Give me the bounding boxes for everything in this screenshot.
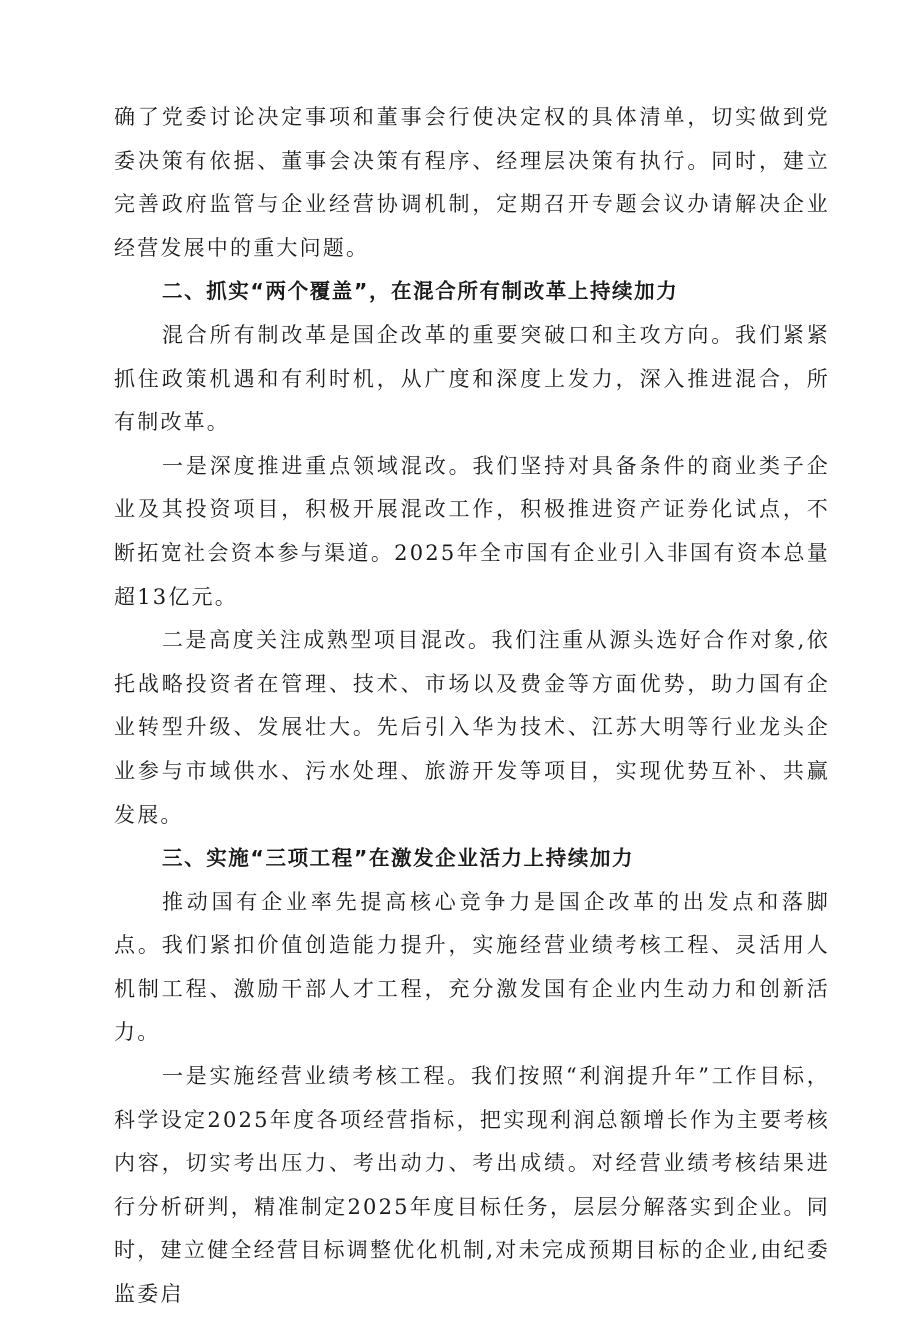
- section-heading-two: 二、抓实“两个覆盖”，在混合所有制改革上持续加力: [162, 279, 679, 304]
- paragraph-continuation: 确了党委讨论决定事项和董事会行使决定权的具体清单，切实做到党委决策有依据、董事会决策有程序、经理层决策有执行。同时，建立完善政府监管与企业经营协调机制，定期召开专题会议办请解决企业经营发展中的重大问题。: [114, 105, 830, 260]
- paragraph-vitality-intro: 推动国有企业率先提高核心竞争力是国企改革的出发点和落脚点。我们紧扣价值创造能力提升，实施经营业绩考核工程、灵活用人机制工程、激励干部人才工程，充分激发国有企业内生动力和创新活力。: [114, 889, 830, 1045]
- document-body: [114, 96, 830, 1317]
- paragraph-performance-assessment: 一是实施经营业绩考核工程。我们按照“利润提升年”工作目标，科学设定2025年度各项经营指标，把实现利润总额增长作为主要考核内容，切实考出压力、考出动力、考出成绩。对经营业绩考核结果进行分析研判，精准制定2025年度目标任务，层层分解落实到企业。同时，建立健全经营目标调整优化机制,对未完成预期目标的企业,由纪委监委启: [114, 1064, 830, 1307]
- paragraph-key-areas: 一是深度推进重点领域混改。我们坚持对具备条件的商业类子企业及其投资项目，积极开展混改工作，积极推进资产证券化试点，不断拓宽社会资本参与渠道。2025年全市国有企业引入非国有资本总量超13亿元。: [114, 453, 830, 609]
- paragraph-mature-projects: 二是高度关注成熟型项目混改。我们注重从源头选好合作对象,依托战略投资者在管理、技术、市场以及费金等方面优势，助力国有企业转型升级、发展壮大。先后引入华为技术、江苏大明等行业龙头企业参与市域供水、污水处理、旅游开发等项目，实现优势互补、共赢发展。: [114, 628, 830, 827]
- paragraph-mixed-ownership-intro: 混合所有制改革是国企改革的重要突破口和主攻方向。我们紧紧抓住政策机遇和有利时机，从广度和深度上发力，深入推进混合，所有制改革。: [114, 322, 830, 435]
- section-heading-three: 三、实施“三项工程”在激发企业活力上持续加力: [162, 846, 635, 871]
